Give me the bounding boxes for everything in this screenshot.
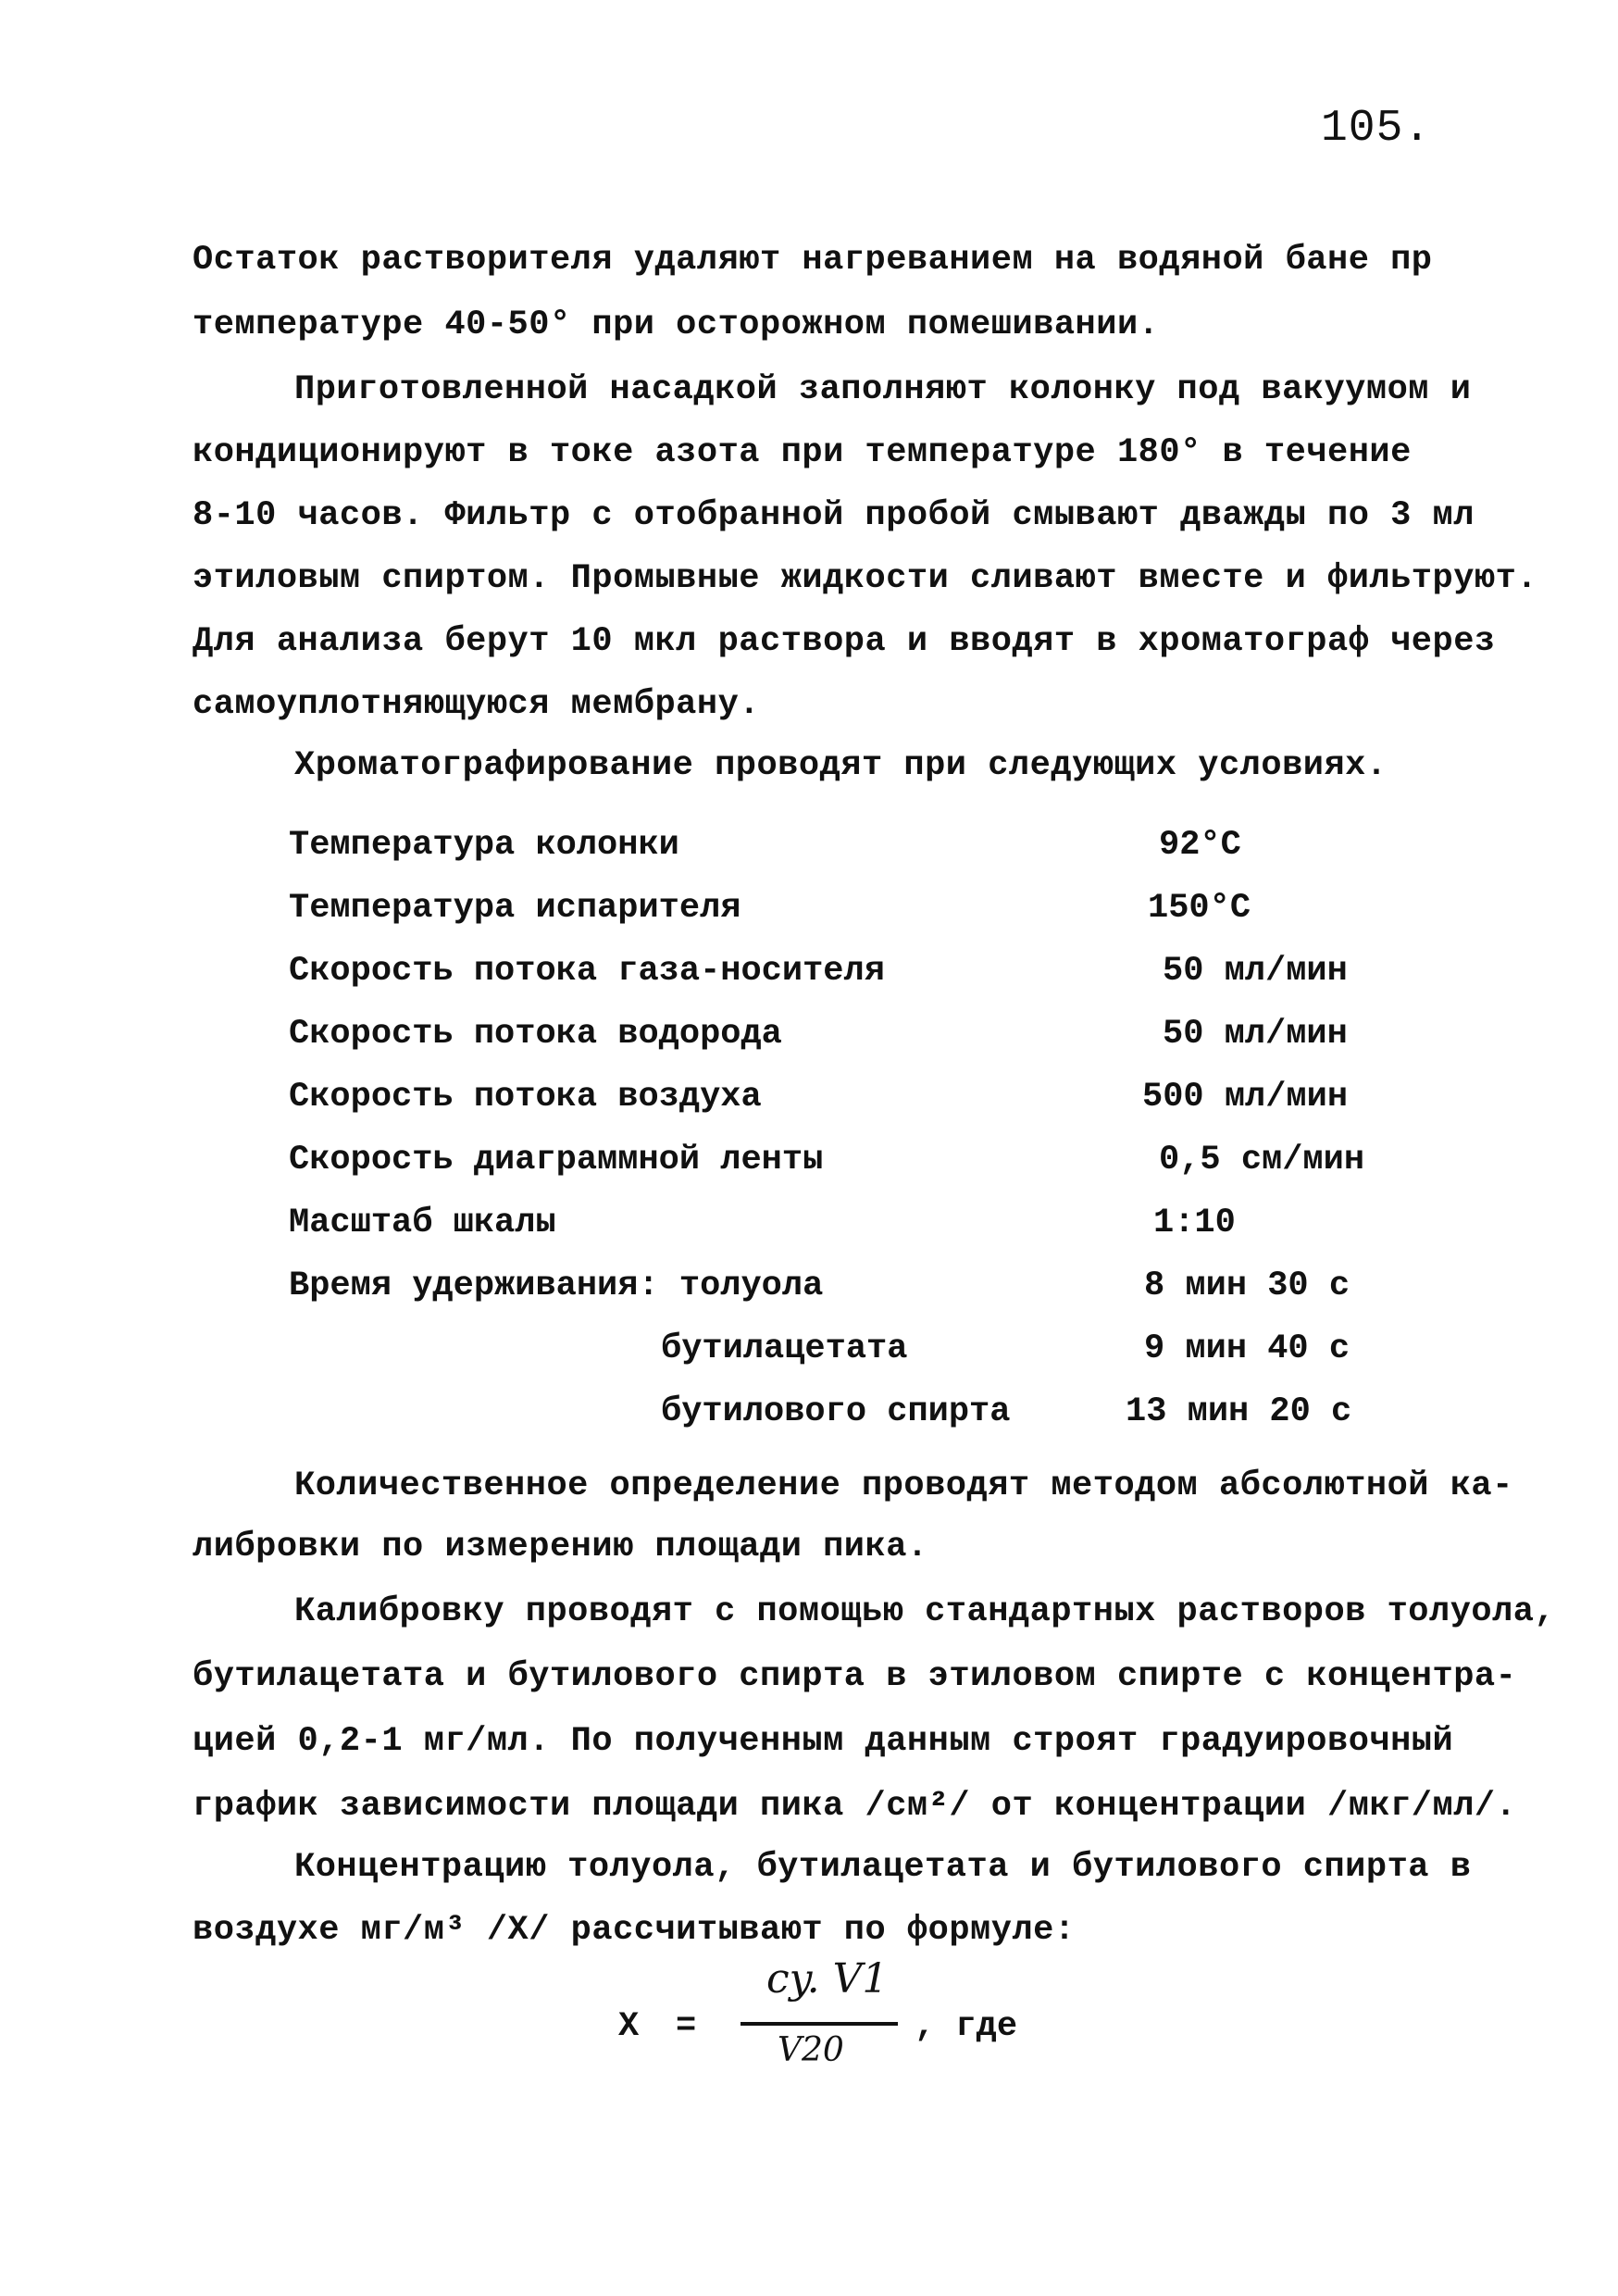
text-line: график зависимости площади пика /см²/ от концентрации /мкг/мл/. — [193, 1787, 1517, 1826]
text-line: Для анализа берут 10 мкл раствора и вводят в хроматограф через — [193, 622, 1496, 661]
text-line: Остаток растворителя удаляют нагреванием на водяной бане пр — [193, 241, 1433, 280]
text-line: Концентрацию толуола, бутилацетата и бутилового спирта в — [294, 1848, 1472, 1887]
formula-equals: = — [676, 2007, 697, 2046]
condition-value: 9 мин 40 с — [1144, 1329, 1350, 1368]
text-line: кондиционируют в токе азота при температуре 180° в течение — [193, 433, 1412, 472]
text-line: самоуплотняющуюся мембрану. — [193, 685, 760, 724]
text-line: бутилацетата и бутилового спирта в этиловом спирте с концентра- — [193, 1657, 1517, 1696]
condition-value: 50 мл/мин — [1163, 1015, 1348, 1054]
condition-label: Скорость диаграммной ленты — [289, 1141, 824, 1179]
condition-value: 1:10 — [1153, 1204, 1236, 1242]
condition-label: Скорость потока водорода — [289, 1015, 782, 1054]
conditions-intro: Хроматографирование проводят при следующих условиях. — [294, 746, 1388, 785]
formula-denominator: V20 — [778, 2031, 844, 2069]
page-number: 105. — [1321, 104, 1432, 154]
condition-value: 500 мл/мин — [1142, 1078, 1349, 1117]
condition-label: Скорость потока воздуха — [289, 1078, 762, 1117]
condition-value: 0,5 см/мин — [1159, 1141, 1365, 1179]
text-line: воздухе мг/м³ /X/ рассчитывают по формуле: — [193, 1911, 1076, 1950]
formula-suffix: , где — [915, 2007, 1018, 2046]
fraction-bar — [741, 2022, 898, 2026]
condition-label: Скорость потока газа-носителя — [289, 952, 885, 991]
text-line: Количественное определение проводят методом абсолютной ка- — [294, 1466, 1513, 1505]
text-line: 8-10 часов. Фильтр с отобранной пробой смывают дважды по 3 мл — [193, 496, 1475, 535]
formula-lhs: X — [618, 2007, 640, 2046]
text-line: либровки по измерению площади пика. — [193, 1528, 928, 1566]
text-line: этиловым спиртом. Промывные жидкости сливают вместе и фильтруют. — [193, 559, 1538, 598]
formula-numerator: сy. V1 — [766, 1955, 889, 2003]
condition-value: 92°C — [1159, 826, 1241, 865]
condition-label: Температура испарителя — [289, 889, 741, 928]
condition-label: Масштаб шкалы — [289, 1204, 556, 1242]
condition-label: Время удерживания: толуола — [289, 1267, 824, 1305]
condition-value: 50 мл/мин — [1163, 952, 1348, 991]
condition-value: 13 мин 20 с — [1126, 1392, 1352, 1431]
text-line: Калибровку проводят с помощью стандартных растворов толуола, — [294, 1592, 1556, 1631]
condition-label: бутилового спирта — [661, 1392, 1011, 1431]
condition-value: 8 мин 30 с — [1144, 1267, 1350, 1305]
condition-label: бутилацетата — [661, 1329, 908, 1368]
condition-label: Температура колонки — [289, 826, 679, 865]
text-line: температуре 40-50° при осторожном помешивании. — [193, 306, 1160, 344]
text-line: Приготовленной насадкой заполняют колонку под вакуумом и — [294, 370, 1472, 409]
condition-value: 150°C — [1148, 889, 1251, 928]
text-line: цией 0,2-1 мг/мл. По полученным данным строят градуировочный — [193, 1722, 1454, 1761]
